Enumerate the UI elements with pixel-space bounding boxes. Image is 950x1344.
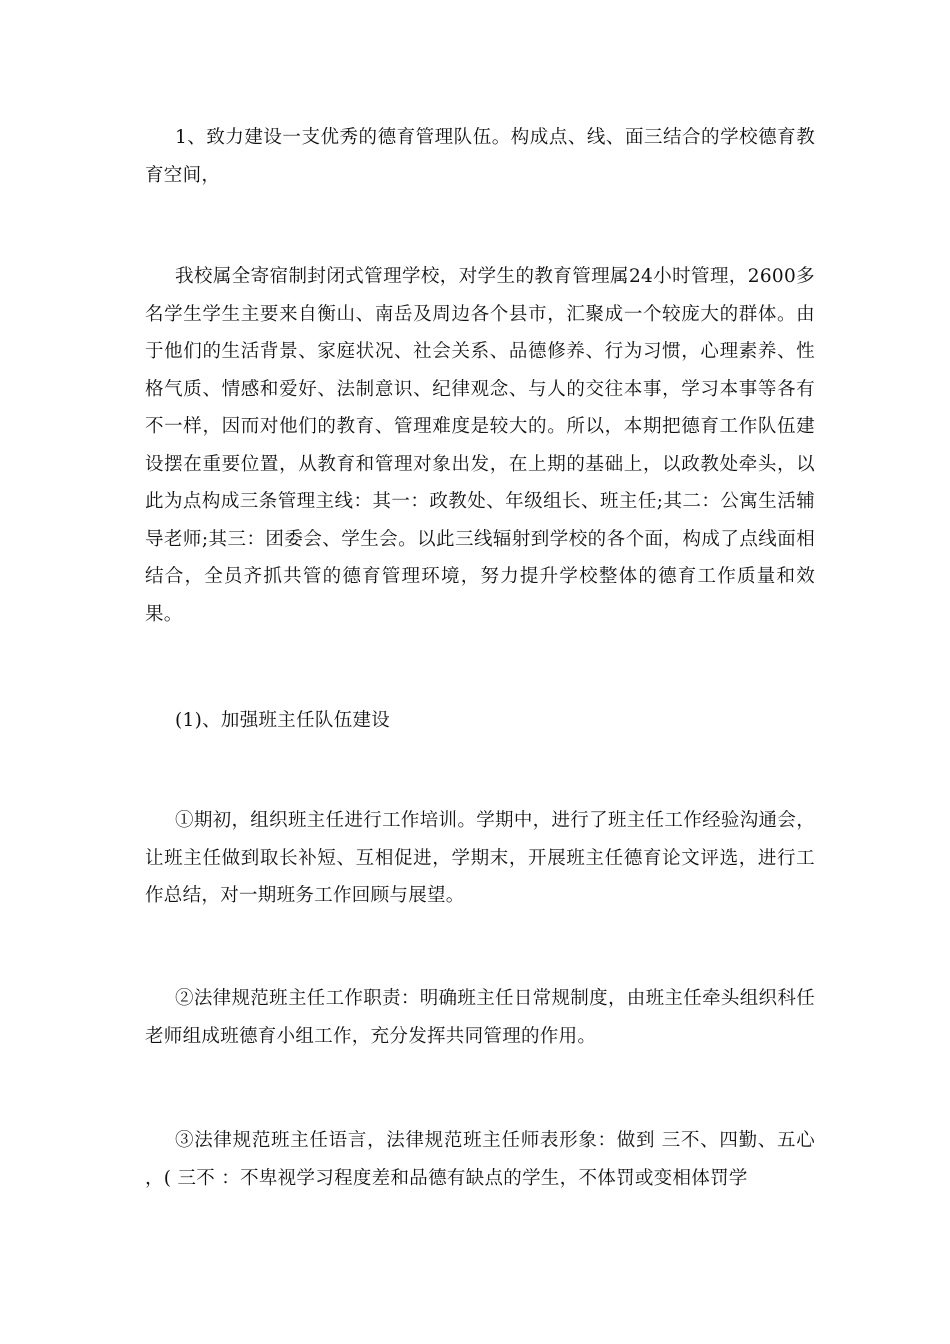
paragraph-body: 我校属全寄宿制封闭式管理学校，对学生的教育管理属24小时管理，2600多名学生学生主要来自衡山、南岳及周边各个县市，汇聚成一个较庞大的群体。由于他们的生活背景、家庭状况、社会关系、品德修养、行为习惯，心理素养、性格气质、情感和爱好、法制意识、纪律观念、与人的交往本事，学习本事等各有不一样，因而对他们的教育、管理难度是较大的。所以，本期把德育工作队伍建设摆在重要位置，从教育和管理对象出发，在上期的基础上，以政教处牵头，以此为点构成三条管理主线：其一：政教处、年级组长、班主任;其二：公寓生活辅导老师;其三：团委会、学生会。以此三线辐射到学校的各个面，构成了点线面相结合，全员齐抓共管的德育管理环境，努力提升学校整体的德育工作质量和效果。 xyxy=(145,266,815,625)
paragraph-subheading: (1)、加强班主任队伍建设 xyxy=(175,710,391,731)
paragraph-item-1: ①期初，组织班主任进行工作培训。学期中，进行了班主任工作经验沟通会，让班主任做到取长补短、互相促进，学期末，开展班主任德育论文评选，进行工作总结，对一期班务工作回顾与展望。 xyxy=(145,810,815,906)
paragraph-item-3: ③法律规范班主任语言，法律规范班主任师表形象：做到 三不、四勤、五心 ，( 三不 ：不卑视学习程度差和品德有缺点的学生，不体罚或变相体罚学 xyxy=(145,1130,815,1189)
paragraph-heading-1: 1、致力建设一支优秀的德育管理队伍。构成点、线、面三结合的学校德育教育空间， xyxy=(145,127,815,186)
paragraph-item-2: ②法律规范班主任工作职责：明确班主任日常规制度，由班主任牵头组织科任老师组成班德育小组工作，充分发挥共同管理的作用。 xyxy=(145,988,815,1047)
